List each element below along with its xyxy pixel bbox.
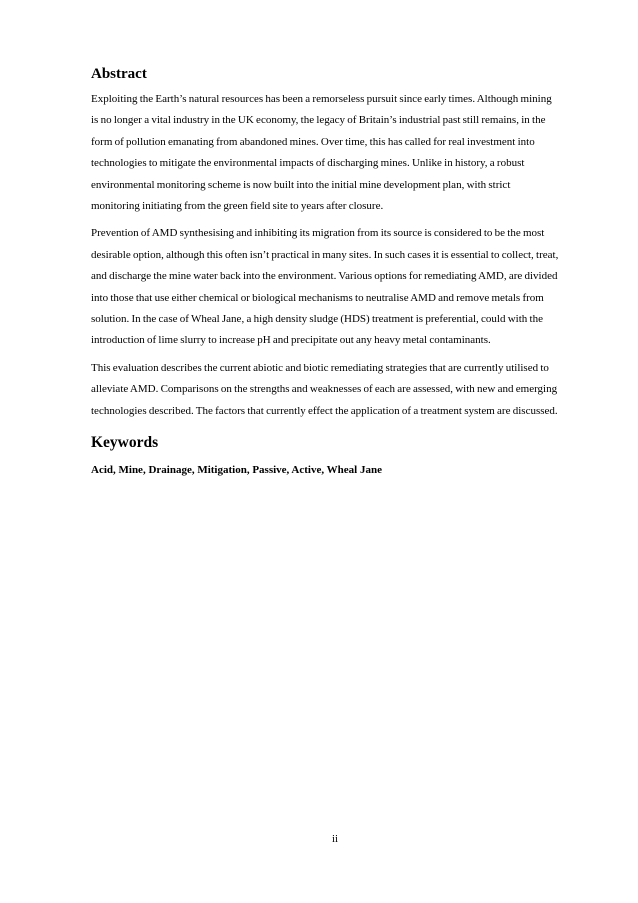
abstract-paragraph-2: Prevention of AMD synthesising and inhibiting its migration from its source is considered to be the most desirable option, although this often isn’t practical in many sites. In such cases it is essential to collect, treat, and discharge the mine water back into the environment. Various options for remediating AMD, are divided into those that use either chemical or biological mechanisms to neutralise AMD and remove metals from solution. In the case of Wheal Jane, a high density sludge (HDS) treatment is preferential, could with the introduction of lime slurry to increase pH and precipitate out any heavy metal contaminants. bbox=[91, 227, 559, 347]
keywords-list: Acid, Mine, Drainage, Mitigation, Passive, Active, Wheal Jane bbox=[91, 464, 382, 477]
page-number: ii bbox=[331, 833, 339, 845]
keywords-heading: Keywords bbox=[91, 434, 159, 452]
abstract-paragraph-3: This evaluation describes the current abiotic and biotic remediating strategies that are currently utilised to alleviate AMD. Comparisons on the strengths and weaknesses of each are assessed, with new and emerging technologies described. The factors that currently effect the application of a treatment system are discussed. bbox=[91, 361, 558, 417]
abstract-heading: Abstract bbox=[91, 66, 147, 82]
page-content bbox=[91, 65, 561, 478]
abstract-paragraph-1: Exploiting the Earth’s natural resources has been a remorseless pursuit since early times. Although mining is no longer a vital industry in the UK economy, the legacy of Britain’s industrial past still remains, in the form of pollution emanating from abandoned mines. Over time, this has called for real investment into technologies to mitigate the environmental impacts of discharging mines. Unlike in history, a robust environmental monitoring scheme is now built into the initial mine development plan, with strict monitoring initiating from the green field site to years after closure. bbox=[91, 93, 552, 213]
